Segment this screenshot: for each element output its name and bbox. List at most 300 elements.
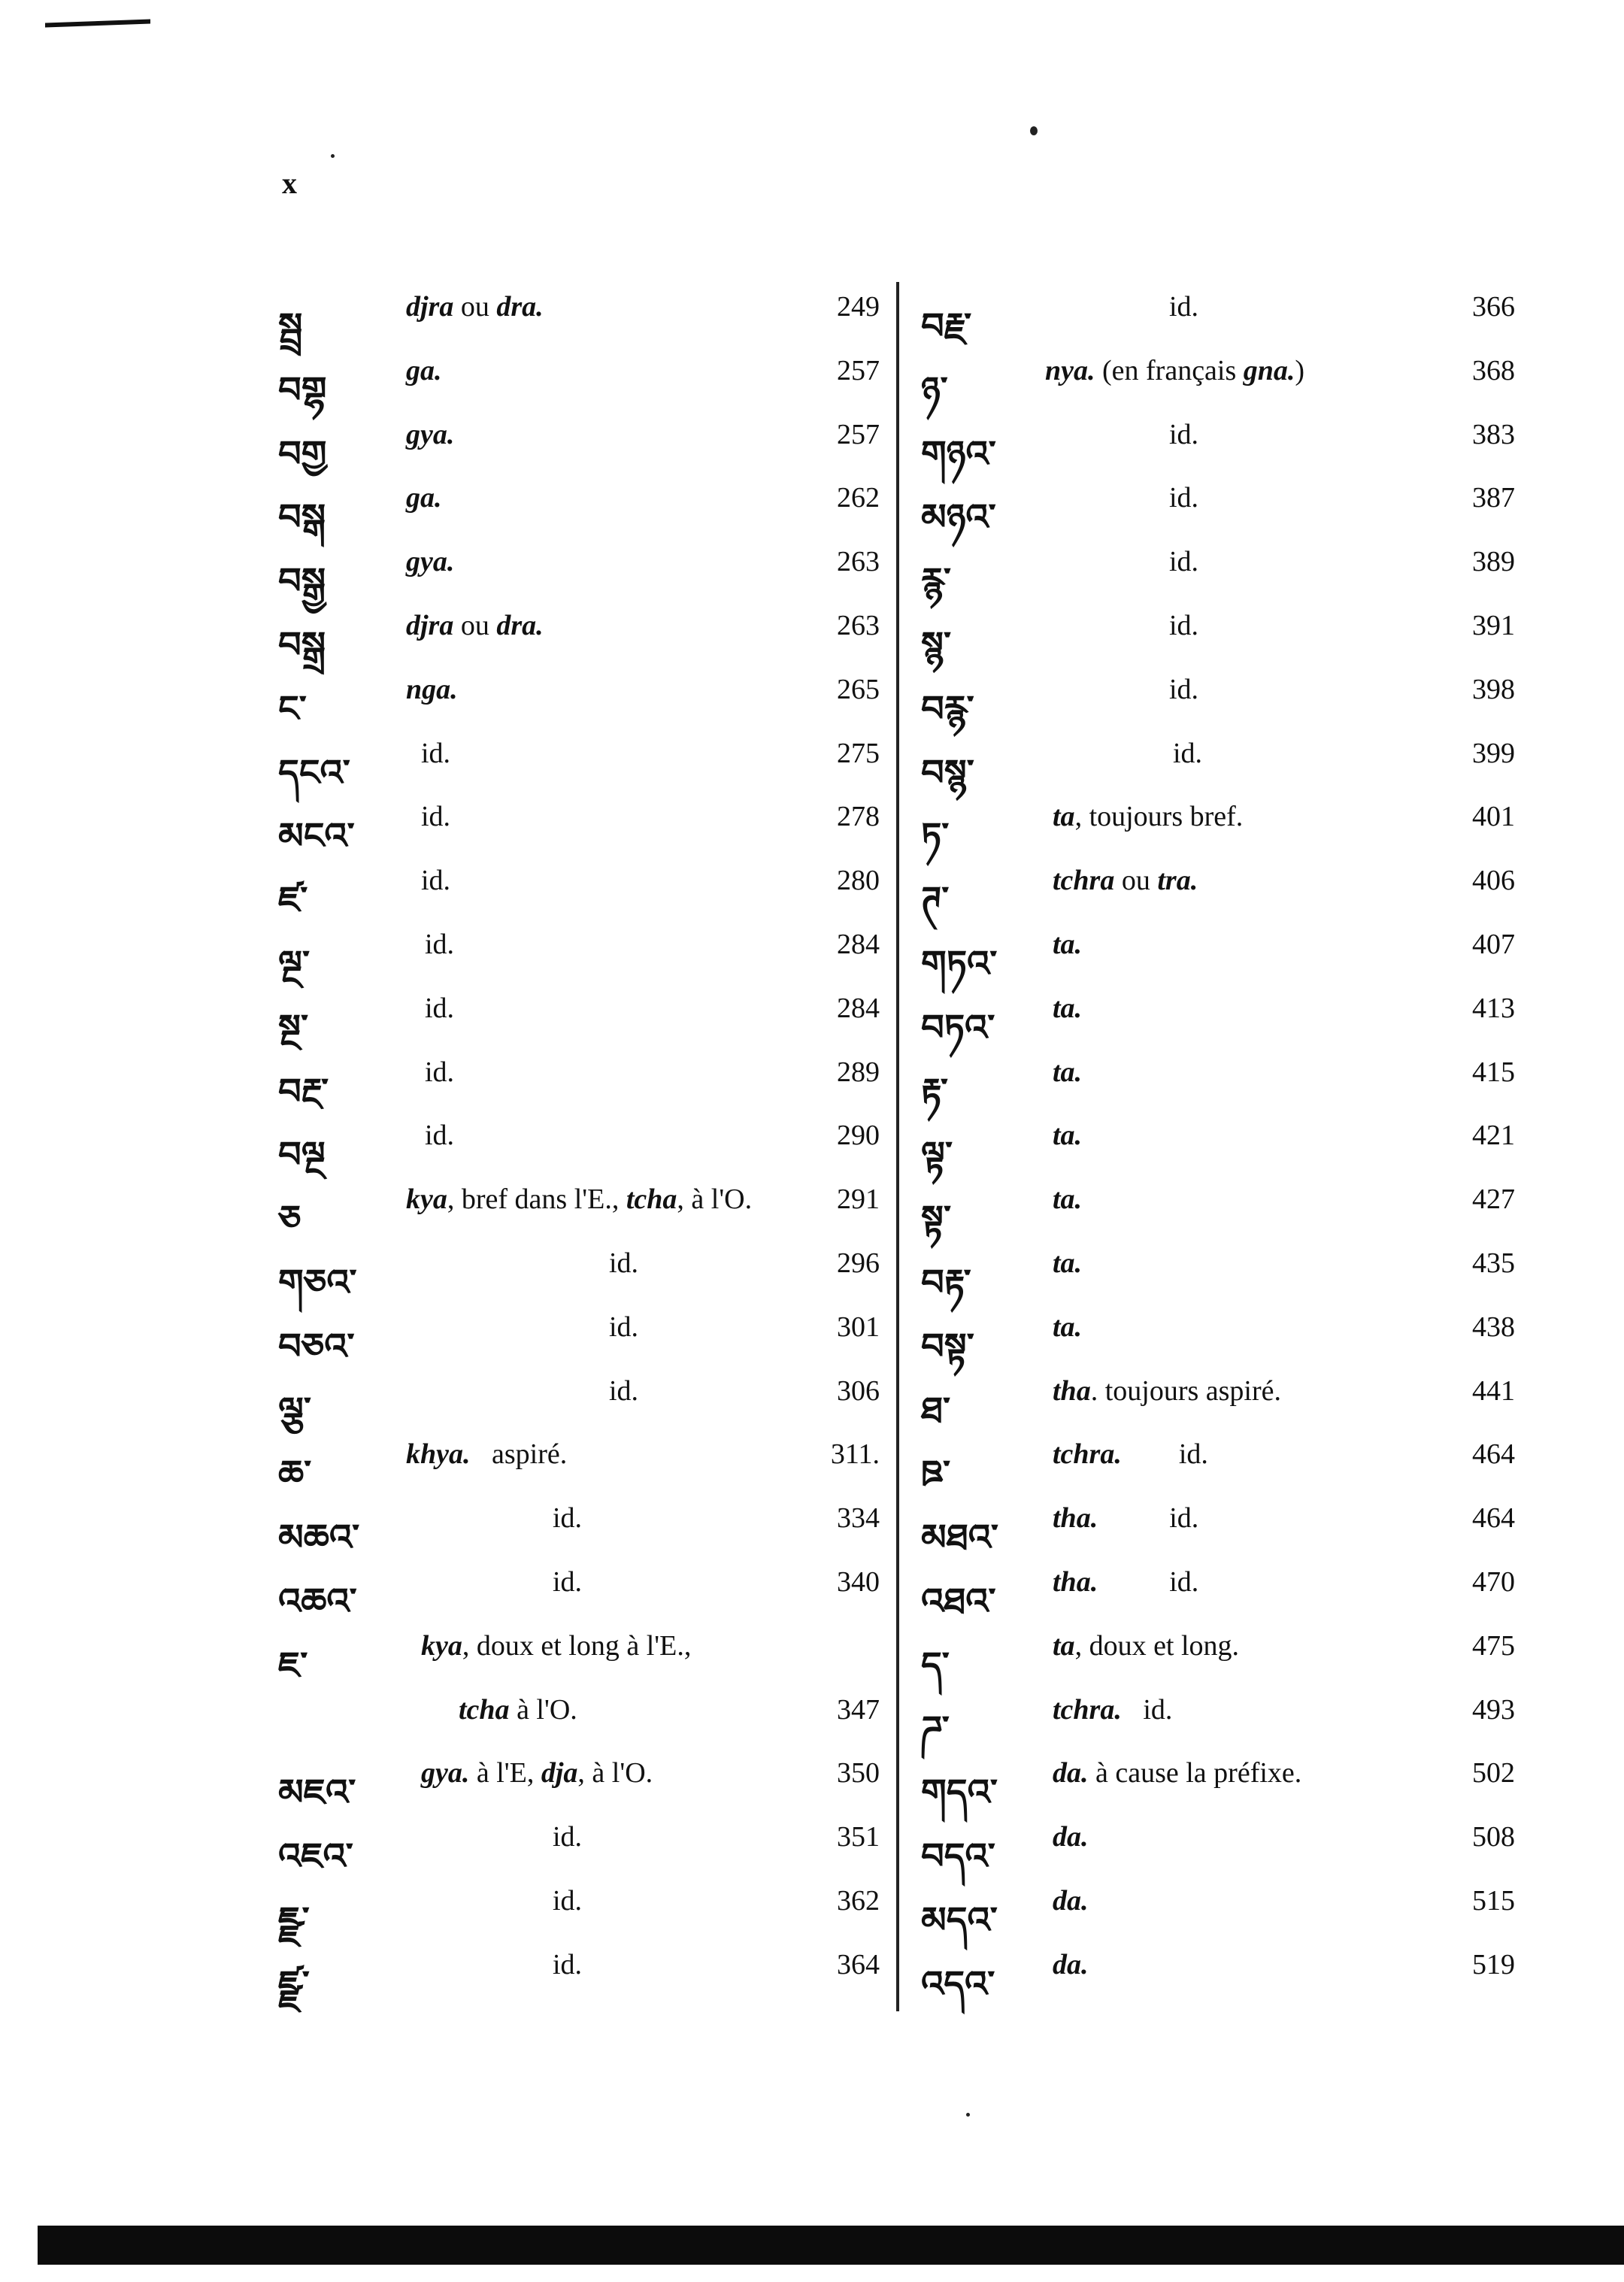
page-number: 515 [1472, 1884, 1515, 1917]
gloss-italic: ta. [1053, 1247, 1083, 1279]
index-entry [921, 1171, 1515, 1241]
gloss-text: id. [1121, 1693, 1173, 1726]
index-entry [921, 278, 1515, 347]
gloss-text: id. [425, 992, 455, 1024]
left-column [278, 278, 880, 2005]
page-number: 508 [1472, 1821, 1515, 1853]
tibetan-syllable: སྦྲ [278, 305, 303, 347]
page-number: 265 [837, 673, 880, 705]
page-number: 401 [1472, 801, 1515, 833]
pronunciation-gloss [609, 1311, 638, 1344]
tibetan-syllable: ཇ་ [278, 1644, 308, 1686]
pronunciation-gloss [1053, 1374, 1281, 1408]
tibetan-syllable: ཊ་ [921, 879, 950, 922]
tibetan-syllable: སྙ་ [921, 623, 952, 666]
gloss-italic: tha. [1053, 1502, 1098, 1535]
page-number: 291 [837, 1183, 880, 1216]
gloss-text: id. [1169, 482, 1199, 514]
gloss-text: id. [421, 801, 451, 833]
page-number: 519 [1472, 1948, 1515, 1980]
pronunciation-gloss [1169, 609, 1198, 642]
gloss-text: , bref dans l'E., [447, 1183, 626, 1216]
gloss-text: id. [553, 1821, 583, 1853]
pronunciation-gloss [406, 290, 544, 323]
page-number: 257 [837, 418, 880, 450]
pronunciation-gloss [553, 1565, 582, 1599]
gloss-text: id. [1098, 1565, 1199, 1598]
gloss-italic: djra [406, 609, 454, 641]
gloss-italic: tra. [1157, 865, 1198, 897]
page-number: 415 [1472, 1056, 1515, 1088]
tibetan-syllable: ཏ་ [921, 815, 950, 858]
page-number: 278 [837, 801, 880, 833]
page-number: 435 [1472, 1247, 1515, 1279]
tibetan-syllable: ལྔ་ [278, 942, 311, 985]
gloss-text: , toujours bref. [1074, 801, 1244, 833]
gloss-italic: tchra. [1053, 1693, 1122, 1726]
pronunciation-gloss [1169, 481, 1198, 514]
gloss-text: id. [553, 1502, 583, 1535]
gloss-italic: tchra. [1053, 1438, 1122, 1471]
index-entry [921, 1617, 1515, 1686]
gloss-text: id. [609, 1247, 639, 1279]
page-number: 284 [837, 992, 880, 1024]
tibetan-syllable: རྙ་ [921, 560, 951, 603]
index-entry [921, 1681, 1515, 1750]
tibetan-syllable: བསྒྲ [278, 623, 326, 666]
page-number: 406 [1472, 865, 1515, 897]
pronunciation-gloss [406, 1183, 752, 1216]
gloss-italic: da. [1053, 1884, 1089, 1917]
page-number: 350 [837, 1757, 880, 1790]
gloss-italic: ta. [1053, 928, 1083, 960]
gloss-italic: tchra [1053, 865, 1115, 897]
gloss-italic: dja [541, 1757, 578, 1790]
gloss-text: , doux et long à l'E., [462, 1629, 692, 1662]
pronunciation-gloss [425, 1056, 454, 1089]
pronunciation-gloss [1053, 1948, 1089, 1981]
tibetan-syllable: བསྒ [278, 496, 326, 539]
index-entry [921, 1107, 1515, 1177]
tibetan-syllable: མཆའ་ [278, 1517, 360, 1559]
gloss-italic: da. [1053, 1821, 1089, 1853]
pronunciation-gloss [406, 481, 442, 514]
pronunciation-gloss [553, 1502, 582, 1535]
pronunciation-gloss [425, 928, 454, 961]
gloss-italic: ga. [406, 482, 442, 514]
gloss-italic: ta. [1053, 1183, 1083, 1216]
index-entry [921, 980, 1515, 1049]
page-number: 362 [837, 1884, 880, 1917]
tibetan-syllable: གདའ་ [921, 1771, 998, 1814]
pronunciation-gloss [1053, 1438, 1208, 1471]
gloss-italic: ta. [1053, 1311, 1083, 1343]
gloss-italic: nya. [1045, 354, 1095, 386]
gloss-text: id. [421, 865, 451, 897]
pronunciation-gloss [553, 1884, 582, 1917]
index-entry [278, 597, 880, 666]
gloss-italic: da. [1053, 1757, 1089, 1790]
page-number: 383 [1472, 418, 1515, 450]
index-entry [921, 1044, 1515, 1113]
index-entry [278, 1299, 880, 1368]
gloss-text: ) [1295, 354, 1305, 386]
gloss-italic: nga. [406, 673, 458, 705]
index-entry [278, 1808, 880, 1878]
gloss-text: id. [1121, 1438, 1208, 1471]
gloss-text: , à l'O. [677, 1183, 753, 1216]
pronunciation-gloss [421, 737, 450, 770]
page-folio: x [282, 166, 297, 200]
pronunciation-gloss [406, 1438, 567, 1471]
tibetan-syllable: བརྙ་ [921, 687, 974, 730]
tibetan-syllable: དངའ་ [278, 751, 350, 794]
index-entry [278, 1362, 880, 1432]
gloss-italic: tha. [1053, 1565, 1098, 1598]
pronunciation-gloss [1169, 418, 1198, 451]
tibetan-syllable: བསྟ་ [921, 1325, 974, 1368]
gloss-italic: tcha [459, 1693, 510, 1726]
gloss-text: id. [1169, 291, 1199, 323]
index-entry [278, 1426, 880, 1496]
tibetan-syllable: མཇའ་ [278, 1771, 356, 1814]
page-number: 275 [837, 737, 880, 769]
pronunciation-gloss [1053, 1629, 1239, 1662]
tibetan-syllable: བཅའ་ [278, 1325, 355, 1368]
page-number: 502 [1472, 1757, 1515, 1790]
gloss-italic: ta [1053, 801, 1075, 833]
index-entry [921, 1362, 1515, 1432]
gloss-italic: da. [1053, 1948, 1089, 1980]
page-number: 427 [1472, 1183, 1515, 1216]
tibetan-syllable: ཐ་ [921, 1389, 951, 1432]
tibetan-syllable: མངའ་ [278, 815, 355, 858]
index-entry [278, 406, 880, 475]
gloss-italic: khya. [406, 1438, 471, 1471]
pronunciation-gloss [421, 1756, 653, 1790]
index-entry [921, 342, 1515, 411]
tibetan-syllable: ཉ་ [921, 368, 948, 411]
right-column [921, 278, 1515, 2005]
index-entry [921, 406, 1515, 475]
index-entry [278, 1872, 880, 1941]
index-entry [921, 661, 1515, 730]
page-number: 470 [1472, 1565, 1515, 1598]
pronunciation-gloss [459, 1693, 577, 1726]
index-entry [278, 852, 880, 922]
page-number: 289 [837, 1056, 880, 1088]
pronunciation-gloss [425, 1119, 454, 1152]
pronunciation-gloss [1053, 864, 1198, 897]
tibetan-syllable: བལྔ [278, 1134, 326, 1177]
gloss-text: id. [553, 1884, 583, 1917]
index-entry [921, 1299, 1515, 1368]
tibetan-syllable: བགྱ [278, 432, 327, 475]
gloss-italic: dra. [496, 609, 544, 641]
page-number: 421 [1472, 1120, 1515, 1152]
tibetan-syllable: བསྙ་ [921, 751, 974, 794]
gloss-text: , doux et long. [1074, 1629, 1240, 1662]
pronunciation-gloss [1053, 1183, 1082, 1216]
index-entry [278, 342, 880, 411]
ink-speck [331, 154, 335, 158]
pronunciation-gloss [1053, 992, 1082, 1025]
pronunciation-gloss [1169, 545, 1198, 578]
pronunciation-gloss [406, 354, 442, 387]
index-entry [278, 788, 880, 858]
tibetan-syllable: འཐའ་ [921, 1580, 996, 1623]
tibetan-syllable: ལྟ་ [921, 1134, 953, 1177]
index-entry [921, 788, 1515, 858]
index-entry [921, 1426, 1515, 1496]
index-entry [278, 1936, 880, 2005]
gloss-text: id. [1169, 546, 1199, 578]
index-entry [278, 980, 880, 1049]
page-number: 413 [1472, 992, 1515, 1024]
gloss-text: id. [425, 1120, 455, 1152]
page-number: 407 [1472, 928, 1515, 960]
tibetan-syllable: བགྷ [278, 368, 328, 411]
gloss-italic: djra [406, 291, 454, 323]
index-entry [921, 1744, 1515, 1814]
tibetan-syllable: ད་ [921, 1644, 950, 1686]
gloss-text: id. [609, 1374, 639, 1407]
gloss-text: id. [553, 1948, 583, 1980]
ink-speck [1030, 126, 1038, 135]
index-entry [921, 852, 1515, 922]
gloss-text: à l'E, [469, 1757, 541, 1790]
page-number: 391 [1472, 609, 1515, 641]
index-entry [278, 278, 880, 347]
index-entry [278, 916, 880, 985]
tibetan-syllable: ལྕ་ [278, 1389, 311, 1432]
index-entry [278, 1553, 880, 1623]
index-entry [278, 1490, 880, 1559]
gloss-text: id. [1173, 737, 1203, 769]
gloss-italic: ta. [1053, 992, 1083, 1024]
tibetan-syllable: བརྔ་ [278, 1070, 329, 1113]
index-entry [278, 533, 880, 603]
pronunciation-gloss [1053, 1565, 1198, 1599]
gloss-italic: tha [1053, 1374, 1091, 1407]
gloss-italic: gya. [406, 546, 455, 578]
tibetan-syllable: སྔ་ [278, 1006, 309, 1049]
index-entry [921, 597, 1515, 666]
gloss-text: à l'O. [509, 1693, 577, 1726]
pronunciation-gloss [406, 673, 458, 706]
page-number: 263 [837, 546, 880, 578]
pronunciation-gloss [1053, 800, 1243, 833]
index-entry [278, 1044, 880, 1113]
index-entry [921, 1490, 1515, 1559]
pronunciation-gloss [425, 992, 454, 1025]
page-number: 257 [837, 354, 880, 386]
tibetan-syllable: གཉའ་ [921, 432, 996, 475]
gloss-italic: ta. [1053, 1120, 1083, 1152]
page-number: 301 [837, 1311, 880, 1343]
pronunciation-gloss [1053, 1311, 1082, 1344]
ink-speck [966, 2113, 970, 2117]
gloss-text: id. [553, 1565, 583, 1598]
pronunciation-gloss [421, 800, 450, 833]
page-number: 290 [837, 1120, 880, 1152]
gloss-text: id. [425, 1056, 455, 1088]
page-number: 389 [1472, 546, 1515, 578]
tibetan-syllable: ཆ་ [278, 1453, 312, 1496]
gloss-text: id. [1098, 1502, 1199, 1535]
pronunciation-gloss [1053, 1820, 1089, 1853]
tibetan-syllable: མཉའ་ [921, 496, 996, 539]
index-entry [278, 1107, 880, 1177]
gloss-italic: gya. [406, 418, 455, 450]
page-number: 263 [837, 609, 880, 641]
page-number: 438 [1472, 1311, 1515, 1343]
tibetan-syllable: ཛ་ [278, 879, 308, 922]
index-entry [921, 469, 1515, 539]
page-number: 306 [837, 1374, 880, 1407]
page-number: 249 [837, 291, 880, 323]
gloss-text: . toujours aspiré. [1090, 1374, 1281, 1407]
gloss-text: id. [1169, 418, 1199, 450]
tibetan-syllable: རྟ་ [921, 1070, 948, 1113]
pronunciation-gloss [553, 1820, 582, 1853]
gloss-italic: gya. [421, 1757, 470, 1790]
page-number: 347 [837, 1693, 880, 1726]
index-entry [278, 1617, 880, 1686]
index-entry [921, 533, 1515, 603]
page-number: 296 [837, 1247, 880, 1279]
tibetan-syllable: ཇྫ་ [278, 1899, 310, 1941]
column-divider [896, 282, 899, 2011]
page-number: 464 [1472, 1502, 1515, 1535]
gloss-text: , à l'O. [577, 1757, 653, 1790]
pronunciation-gloss [1053, 1884, 1089, 1917]
tibetan-syllable: གཏའ་ [921, 942, 998, 985]
index-entry [921, 725, 1515, 794]
index-entry [278, 1681, 880, 1745]
pronunciation-gloss [406, 418, 454, 451]
index-entry [921, 1235, 1515, 1304]
gloss-italic: kya [406, 1183, 447, 1216]
tibetan-syllable: མདའ་ [921, 1899, 998, 1941]
page-number: 366 [1472, 291, 1515, 323]
index-entry [921, 916, 1515, 985]
tibetan-syllable: ཋ་ [921, 1453, 951, 1496]
tibetan-syllable: བརྗ་ [921, 305, 972, 347]
pronunciation-gloss [1169, 673, 1198, 706]
pronunciation-gloss [1053, 1756, 1301, 1790]
gloss-text: ou [453, 609, 497, 641]
pronunciation-gloss [1169, 290, 1198, 323]
index-entry [921, 1936, 1515, 2005]
page-number: 262 [837, 482, 880, 514]
index-entry [921, 1808, 1515, 1878]
page-number: 340 [837, 1565, 880, 1598]
gloss-text: id. [425, 928, 455, 960]
pronunciation-gloss [609, 1374, 638, 1408]
gloss-text: aspiré. [470, 1438, 568, 1471]
page-number: 475 [1472, 1629, 1515, 1662]
pronunciation-gloss [609, 1247, 638, 1280]
tibetan-syllable: བརྟ་ [921, 1261, 971, 1304]
page-number: 351 [837, 1821, 880, 1853]
page-number: 398 [1472, 673, 1515, 705]
page-number: 284 [837, 928, 880, 960]
pronunciation-gloss [406, 545, 454, 578]
tibetan-syllable: སྟ་ [921, 1198, 952, 1241]
pronunciation-gloss [1173, 737, 1202, 770]
gloss-italic: ta. [1053, 1056, 1083, 1088]
gloss-italic: kya [421, 1629, 462, 1662]
pronunciation-gloss [421, 864, 450, 897]
gloss-italic: tcha [626, 1183, 677, 1216]
page-number: 364 [837, 1948, 880, 1980]
pronunciation-gloss [1053, 1247, 1082, 1280]
gloss-text: à cause la préfixe. [1088, 1757, 1302, 1790]
index-entry [921, 1553, 1515, 1623]
tibetan-syllable: ཛྫ་ [278, 1962, 310, 2005]
tibetan-syllable: གཅའ་ [278, 1261, 357, 1304]
index-entry [278, 661, 880, 730]
gloss-text: ou [453, 291, 497, 323]
page-number: 441 [1472, 1374, 1515, 1407]
tibetan-syllable: བསྒྱ [278, 560, 326, 603]
index-entry [278, 1171, 880, 1241]
tibetan-syllable: ཌ་ [921, 1708, 950, 1750]
page-number: 493 [1472, 1693, 1515, 1726]
gloss-italic: ga. [406, 354, 442, 386]
tibetan-syllable: མཐའ་ [921, 1517, 999, 1559]
gloss-italic: ta [1053, 1629, 1075, 1662]
top-rule [45, 20, 150, 28]
pronunciation-gloss [553, 1948, 582, 1981]
tibetan-syllable: འཇའ་ [278, 1835, 353, 1878]
page-number: 399 [1472, 737, 1515, 769]
pronunciation-gloss [421, 1629, 691, 1662]
gloss-text: id. [421, 737, 451, 769]
pronunciation-gloss [1053, 928, 1082, 961]
pronunciation-gloss [1045, 354, 1304, 387]
index-entry [921, 1872, 1515, 1941]
pronunciation-gloss [1053, 1119, 1082, 1152]
gloss-text: id. [1169, 609, 1199, 641]
scan-border-bar [38, 2226, 1624, 2265]
page-number: 280 [837, 865, 880, 897]
index-entry [278, 725, 880, 794]
page-number: 464 [1472, 1438, 1515, 1471]
pronunciation-gloss [1053, 1502, 1198, 1535]
page-number: 387 [1472, 482, 1515, 514]
pronunciation-gloss [406, 609, 544, 642]
page-number: 334 [837, 1502, 880, 1535]
gloss-text: ou [1114, 865, 1158, 897]
pronunciation-gloss [1053, 1693, 1172, 1726]
gloss-italic: dra. [496, 291, 544, 323]
gloss-text: (en français [1095, 354, 1244, 386]
index-entry [278, 1744, 880, 1814]
page-number: 368 [1472, 354, 1515, 386]
page-number: 311. [830, 1438, 880, 1471]
pronunciation-gloss [1053, 1056, 1082, 1089]
tibetan-syllable: འཆའ་ [278, 1580, 357, 1623]
index-entry [278, 469, 880, 539]
gloss-italic: gna. [1243, 354, 1295, 386]
tibetan-syllable: བཏའ་ [921, 1006, 995, 1049]
tibetan-syllable: འདའ་ [921, 1962, 995, 2005]
gloss-text: id. [1169, 673, 1199, 705]
gloss-text: id. [609, 1311, 639, 1343]
index-entry [278, 1235, 880, 1304]
